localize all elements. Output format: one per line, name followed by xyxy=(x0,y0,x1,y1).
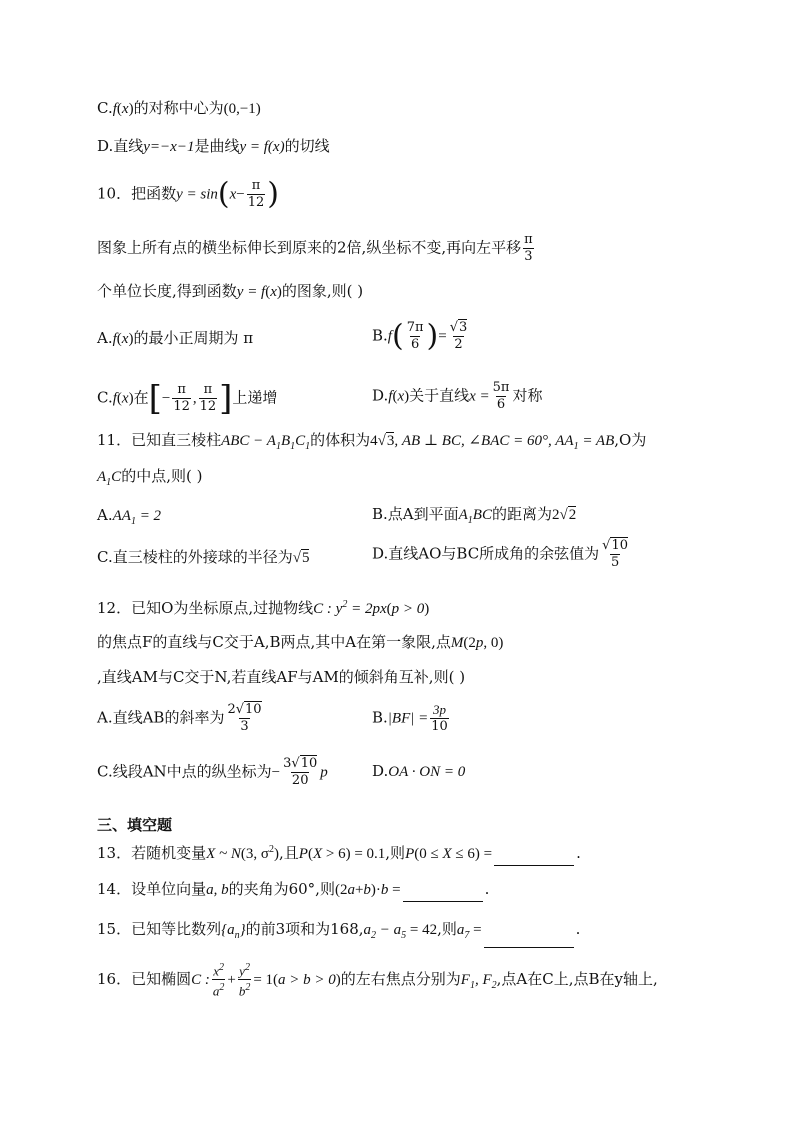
text: 16．已知椭圆 xyxy=(97,969,192,988)
q11-line2: $A_1C$的中点,则( ) xyxy=(97,467,203,488)
fraction: $\frac{\pi}{3}$ xyxy=(524,232,533,264)
text: ,点A在C上,点B在y轴上, xyxy=(496,969,658,988)
heading: 三、填空题 xyxy=(97,816,173,834)
answer-blank[interactable] xyxy=(403,885,483,902)
text: 个单位长度,得到函数 xyxy=(97,282,237,300)
text: 的焦点F的直线与C交于A,B两点,其中A在第一象限,点 xyxy=(97,633,451,651)
answer-blank[interactable] xyxy=(494,849,574,866)
text: 关于直线 xyxy=(409,386,470,405)
text: 13．若随机变量 xyxy=(97,844,207,862)
q12-line2: 的焦点F的直线与C交于A,B两点,其中A在第一象限,点M(2p, 0) xyxy=(97,633,504,651)
text: B.点A到平面 xyxy=(372,505,459,523)
text: 的对称中心为 xyxy=(133,99,224,117)
text: 10．把函数 xyxy=(97,184,177,203)
q10-option-a: A.f(x)的最小正周期为 π xyxy=(97,329,254,347)
text: 对称 xyxy=(512,386,543,405)
text: ,直线AM与C交于N,若直线AF与AM的倾斜角互补,则( ) xyxy=(97,668,466,686)
math: y = f(x) xyxy=(239,139,285,155)
q13: 13．若随机变量X ~ N(3, $\sigma^2$),且P(X > 6) = 0.1,则P(0 ≤ X ≤ 6) = . xyxy=(97,838,724,866)
text: ,O为 xyxy=(614,431,647,449)
fraction: $\frac{\pi}{12}$ xyxy=(247,178,265,210)
q11-option-b: B.点A到平面$A_1BC$的距离为2√2 xyxy=(372,505,577,526)
label: D. xyxy=(372,762,389,780)
label: D. xyxy=(372,386,389,405)
answer-blank[interactable] xyxy=(484,931,574,948)
q10-option-d: D.f(x)关于直线x = $\frac{5\pi}{6}$ 对称 xyxy=(372,380,543,412)
q11-option-d: D.直线AO与BC所成角的余弦值为 $\frac{√10}{5}$ xyxy=(372,538,629,570)
q15: 15．已知等比数列$\{a_n\}$的前3项和为$168,a_2 - a_5 = 42$,则$a_7$ = . xyxy=(97,917,724,948)
text: 的切线 xyxy=(284,137,330,155)
math: (0,−1) xyxy=(223,101,261,117)
text: 15．已知等比数列 xyxy=(97,920,222,938)
text: 14．设单位向量 xyxy=(97,880,207,898)
text: D.直线AO与BC所成角的余弦值为 xyxy=(372,544,600,563)
q9-option-c: C.f(x)的对称中心为(0,−1) xyxy=(97,99,261,117)
q12-stem: 12．已知O为坐标原点,过抛物线C : $y^2 = 2px(p > 0)$ xyxy=(97,599,430,617)
label: C. xyxy=(97,388,113,407)
text: 是曲线 xyxy=(194,137,240,155)
q9-option-d xyxy=(97,134,724,159)
text: ,则 xyxy=(437,920,457,938)
text: 11．已知直三棱柱 xyxy=(97,431,222,449)
q14: 14．设单位向量a, b的夹角为60°,则(2a+b)·b = . xyxy=(97,877,724,902)
label: C. xyxy=(97,99,113,117)
text: 图象上所有点的横坐标伸长到原来的2倍,纵坐标不变,再向左平移 xyxy=(97,238,522,257)
text: A.直线AB的斜率为 xyxy=(97,708,225,727)
q10-option-b: B.f( $\frac{7\pi}{6}$ )= $\frac{√3}{2}$ xyxy=(372,318,468,354)
text: ,则 xyxy=(385,844,406,862)
text: 在 xyxy=(133,388,149,407)
q10-line2 xyxy=(97,232,724,265)
q11-option-c: C.直三棱柱的外接球的半径为√5 xyxy=(97,548,310,566)
section-title xyxy=(97,813,724,837)
text: 的体积为 xyxy=(310,431,371,449)
q16: 16．已知椭圆C : $\frac{x^2}{a^2}$ + $\frac{y^2}{b^2}$ = 1(a > b > 0)的左右焦点分别为$F_1$, $F_2$,点A在C上,点B在y轴上, xyxy=(97,962,658,999)
label: A. xyxy=(97,329,113,347)
text: 的夹角为60°,则 xyxy=(228,880,335,898)
label: B. xyxy=(372,708,388,727)
text: 上递增 xyxy=(232,388,278,407)
text: C.线段AN中点的纵坐标为 xyxy=(97,762,272,781)
text: 的图象,则( ) xyxy=(281,282,364,300)
math: y=−x−1 xyxy=(143,139,195,155)
text: 的最小正周期为 π xyxy=(133,329,254,347)
text: 的前3项和为168, xyxy=(245,920,364,938)
text: 的中点,则( ) xyxy=(121,467,203,485)
text: C.直三棱柱的外接球的半径为 xyxy=(97,548,293,566)
q11-stem: 11．已知直三棱柱ABC − $A_1B_1C_1$的体积为4√3, AB ⊥ BC, ∠BAC = 60°, $AA_1 = AB,O$为 xyxy=(97,431,647,452)
q10-option-c: C.f(x)在[− $\frac{\pi}{12}$ , $\frac{\pi}{12}$ ]上递增 xyxy=(97,378,278,419)
text: ,且 xyxy=(278,844,299,862)
q12-line3 xyxy=(97,665,724,689)
q12-option-c: C.线段AN中点的纵坐标为− $\frac{3√10}{20}$ p xyxy=(97,756,328,788)
q10-stem: 10．把函数y = sin(x− $\frac{\pi}{12}$ ) xyxy=(97,176,280,212)
label: B. xyxy=(372,326,388,345)
q11-option-a: $A.AA_1 = 2$ xyxy=(97,506,162,527)
q12-option-d: D.OA · ON = 0 xyxy=(372,762,466,780)
text: 12．已知O为坐标原点,过抛物线 xyxy=(97,599,314,617)
q12-option-b: B.|BF| = $\frac{3p}{10}$ xyxy=(372,702,448,734)
text: 的左右焦点分别为 xyxy=(340,969,461,988)
text: 的距离为 xyxy=(491,505,552,523)
label: A. xyxy=(97,506,113,524)
q10-line3: 个单位长度,得到函数y = f(x)的图象,则( ) xyxy=(97,282,364,300)
math: y = sin xyxy=(176,186,218,203)
q12-option-a: A.直线AB的斜率为 $\frac{2√10}{3}$ xyxy=(97,702,262,734)
label: D.直线 xyxy=(97,137,144,155)
